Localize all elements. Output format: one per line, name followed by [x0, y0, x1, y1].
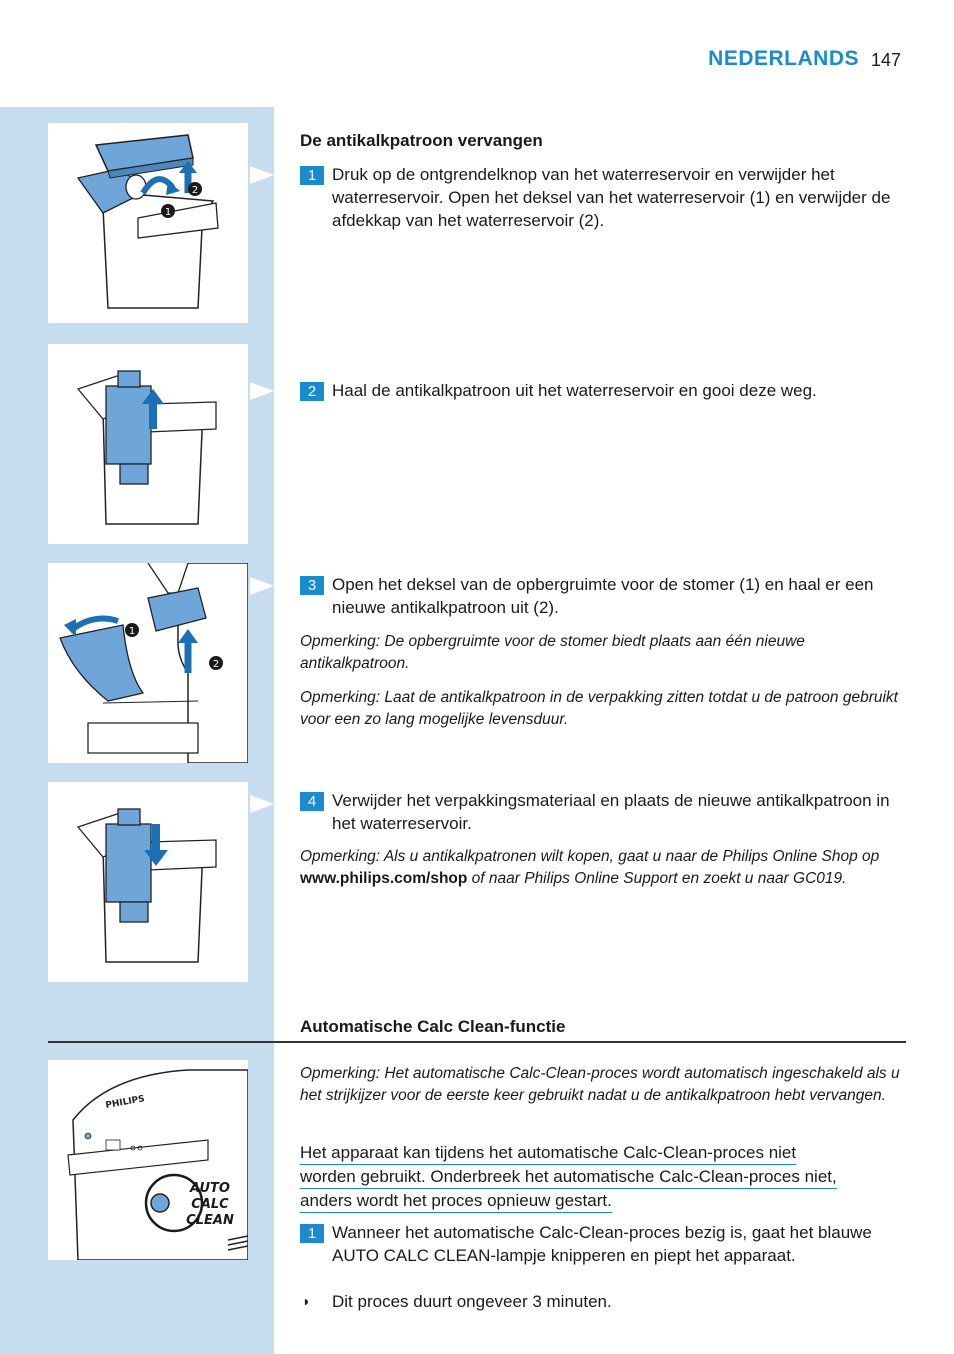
illustration-pointer — [250, 795, 274, 813]
note-purchase-text-end: of naar Philips Online Support en zoekt u naar GC019. — [467, 870, 847, 887]
section-title-auto-calc-clean: Automatische Calc Clean-functie — [300, 1017, 566, 1036]
step-number: 1 — [300, 1224, 324, 1243]
note-auto-calc-clean: Opmerking: Het automatische Calc-Clean-proces wordt automatisch ingeschakeld als u het strijkijzer voor de eerste keer gebruikt nadat u de antikalkpatroon hebt vervangen. — [300, 1065, 900, 1104]
callout-1: 1 — [164, 207, 172, 218]
auto-label: AUTO — [190, 1181, 230, 1196]
step-1 — [300, 163, 905, 232]
illustration-auto-calc-clean — [48, 1060, 248, 1260]
note-storage: Opmerking: De opbergruimte voor de stomer biedt plaats aan één nieuwe antikalkpatroon. — [300, 633, 805, 672]
step-text: Wanneer het automatische Calc-Clean-proces bezig is, gaat het blauwe AUTO CALC CLEAN-lampje knipperen en piept het apparaat. — [332, 1223, 872, 1265]
bullet-text: Dit proces duurt ongeveer 3 minuten. — [332, 1292, 612, 1311]
step-text: Open het deksel van de opbergruimte voor de stomer (1) en haal er een nieuwe antikalkpatroon uit (2). — [332, 575, 874, 617]
step-number: 2 — [300, 382, 324, 401]
step-text: Druk op de ontgrendelknop van het waterreservoir en verwijder het waterreservoir. Open het deksel van het waterreservoir (1) en verwijder de afdekkap van het waterreservoir (2). — [332, 165, 891, 230]
illustration-insert-cartridge — [48, 782, 248, 982]
callout-2: 2 — [191, 185, 199, 196]
bullet-duration — [300, 1290, 905, 1313]
step-text: Verwijder het verpakkingsmateriaal en plaats de nieuwe antikalkpatroon in het waterreservoir. — [332, 791, 890, 833]
brand-logo: PHILIPS — [104, 1094, 146, 1111]
illustration-pointer — [250, 382, 274, 400]
step-auto-1 — [300, 1221, 905, 1267]
step-number: 1 — [300, 166, 324, 185]
warning-line: Het apparaat kan tijdens het automatische Calc-Clean-proces niet — [300, 1141, 796, 1165]
section-divider — [48, 1041, 906, 1043]
language-heading: NEDERLANDS — [708, 47, 859, 70]
illustration-pointer — [250, 166, 274, 184]
step-4 — [300, 789, 905, 835]
shop-link[interactable]: www.philips.com/shop — [300, 870, 468, 887]
warning-line: worden gebruikt. Onderbreek het automatische Calc-Clean-proces niet, — [300, 1165, 837, 1189]
note-purchase-text: Opmerking: Als u antikalkpatronen wilt kopen, gaat u naar de Philips Online Shop op — [300, 848, 880, 865]
warning-paragraph — [300, 1141, 905, 1213]
clean-label: CLEAN — [186, 1213, 234, 1228]
callout-1: 1 — [128, 626, 136, 637]
section-title-replace-cartridge: De antikalkpatroon vervangen — [300, 131, 543, 150]
warning-line: anders wordt het proces opnieuw gestart. — [300, 1189, 612, 1213]
note-purchase — [300, 846, 900, 890]
step-3 — [300, 573, 905, 619]
step-text: Haal de antikalkpatroon uit het waterreservoir en gooi deze weg. — [332, 381, 817, 400]
calc-label: CALC — [191, 1197, 229, 1212]
note-packaging: Opmerking: Laat de antikalkpatroon in de verpakking zitten totdat u de patroon gebruikt voor een zo lang mogelijke levensduur. — [300, 689, 898, 728]
illustration-storage-compartment — [48, 563, 248, 763]
page-number: 147 — [871, 50, 902, 70]
illustration-remove-cartridge — [48, 344, 248, 544]
step-2 — [300, 379, 905, 402]
step-number: 4 — [300, 792, 324, 811]
illustration-reservoir-open — [48, 123, 248, 323]
step-number: 3 — [300, 576, 324, 595]
callout-2: 2 — [212, 659, 220, 670]
illustration-pointer — [250, 577, 274, 595]
bullet-marker-icon: ◗ — [302, 1293, 311, 1309]
